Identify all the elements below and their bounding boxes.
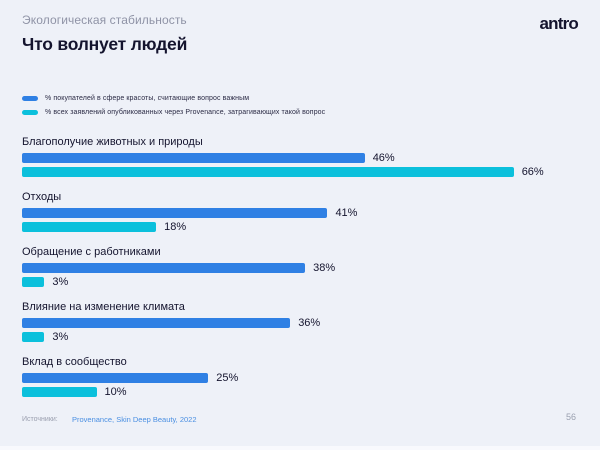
bar-row — [22, 373, 590, 383]
bar-value-label: 41% — [335, 207, 358, 219]
bar-row — [22, 208, 590, 218]
bar-primary — [22, 153, 365, 163]
bar-row — [22, 153, 590, 163]
category-label: Благополучие животных и природы — [22, 136, 203, 148]
antro-logo: antro — [539, 14, 578, 33]
page-number: 56 — [565, 412, 576, 422]
bar-row — [22, 277, 590, 287]
legend-swatch-primary — [22, 96, 38, 101]
page-title: Что волнует людей — [22, 34, 188, 54]
bar-value-label: 36% — [298, 317, 321, 329]
bar-value-label: 10% — [104, 386, 127, 398]
bar-secondary — [22, 277, 44, 287]
bar-primary — [22, 208, 327, 218]
chart-group — [22, 356, 590, 397]
slide-bottom-edge — [0, 446, 600, 450]
bar-value-label: 25% — [216, 372, 239, 384]
bar-secondary — [22, 332, 44, 342]
category-label: Отходы — [22, 191, 62, 203]
bar-row — [22, 263, 590, 273]
legend-item-claims — [22, 109, 325, 116]
chart-group — [22, 301, 590, 342]
legend-label: % всех заявлений опубликованных через Provenance, затрагивающих такой вопрос — [45, 109, 326, 116]
category-label: Вклад в сообщество — [22, 356, 127, 368]
bar-value-label: 46% — [372, 152, 395, 164]
bar-value-label: 66% — [521, 166, 544, 178]
source-link[interactable]: Provenance, Skin Deep Beauty, 2022 — [72, 415, 197, 424]
bar-secondary — [22, 387, 97, 397]
bar-chart — [22, 136, 590, 411]
bar-value-label: 38% — [313, 262, 336, 274]
category-label: Обращение с работниками — [22, 246, 161, 258]
legend-item-buyers — [22, 95, 325, 102]
slide-subtitle: Экологическая стабильность — [22, 13, 187, 27]
bar-primary — [22, 373, 208, 383]
legend-label: % покупателей в сфере красоты, считающие вопрос важным — [45, 95, 250, 102]
bar-primary — [22, 318, 290, 328]
bar-row — [22, 167, 590, 177]
bar-value-label: 18% — [164, 221, 187, 233]
chart-group — [22, 136, 590, 177]
bar-row — [22, 318, 590, 328]
bar-secondary — [22, 222, 156, 232]
bar-row — [22, 222, 590, 232]
source-label: Источники: — [22, 416, 58, 423]
bar-row — [22, 387, 590, 397]
chart-group — [22, 246, 590, 287]
bar-secondary — [22, 167, 514, 177]
bar-value-label: 3% — [52, 276, 69, 288]
chart-group — [22, 191, 590, 232]
chart-legend — [22, 95, 325, 123]
bar-row — [22, 332, 590, 342]
legend-swatch-secondary — [22, 110, 38, 115]
bar-value-label: 3% — [52, 331, 69, 343]
bar-primary — [22, 263, 305, 273]
category-label: Влияние на изменение климата — [22, 301, 185, 313]
